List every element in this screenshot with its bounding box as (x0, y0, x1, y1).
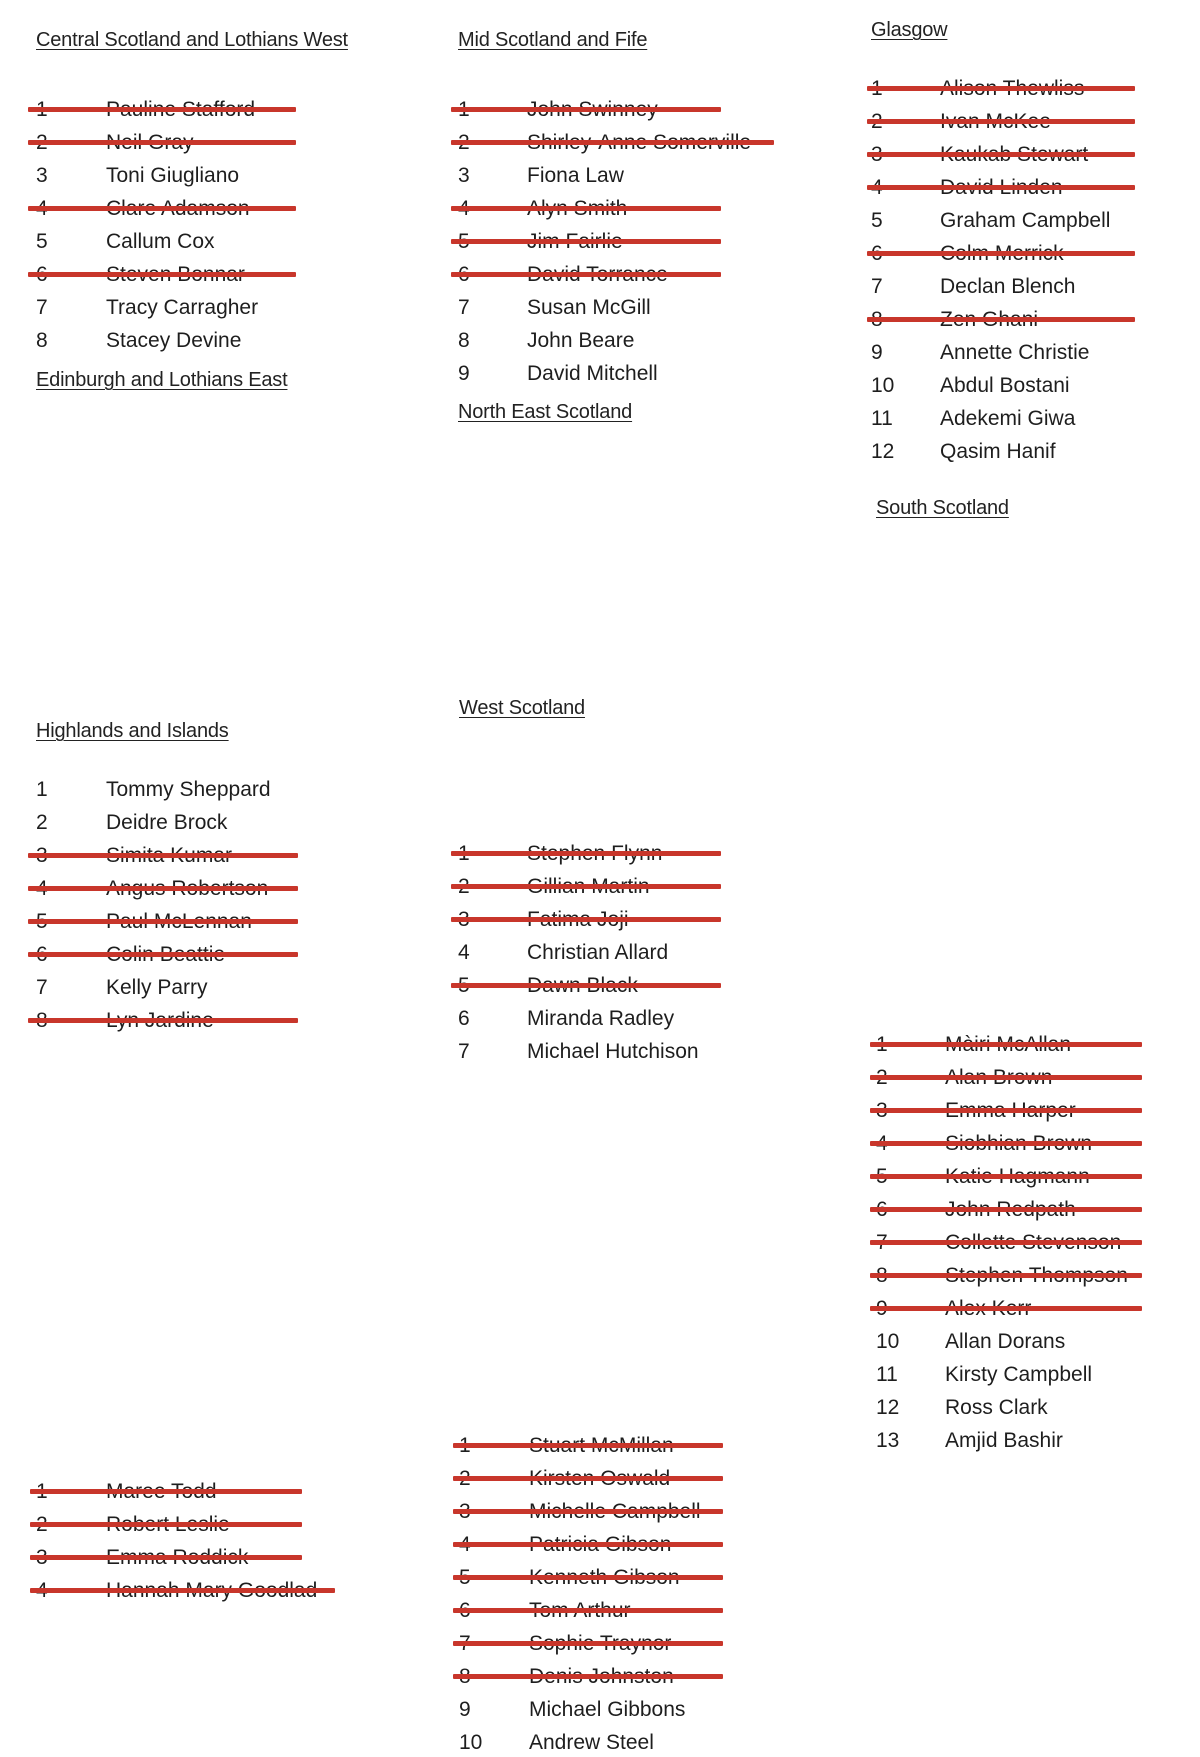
candidate-name: Michael Hutchison (527, 1040, 699, 1063)
strikethrough-mark (30, 1555, 302, 1560)
candidate-number: 10 (871, 374, 895, 397)
candidate-name: Susan McGill (527, 296, 651, 319)
region-title: Highlands and Islands (36, 720, 229, 742)
strikethrough-mark (870, 1240, 1142, 1245)
strikethrough-mark (867, 185, 1135, 190)
strikethrough-mark (451, 107, 721, 112)
region-title: North East Scotland (458, 401, 633, 423)
candidate-number: 5 (36, 230, 48, 253)
candidate-name: Qasim Hanif (940, 440, 1056, 463)
candidate-name: Stacey Devine (106, 329, 242, 352)
candidate-number: 13 (876, 1429, 900, 1452)
candidate-number: 4 (458, 941, 470, 964)
candidate-name: Miranda Radley (527, 1007, 675, 1030)
candidate-name: Tommy Sheppard (106, 778, 271, 801)
region-title: South Scotland (876, 497, 1009, 519)
candidate-number: 9 (458, 362, 470, 385)
candidate-number: 10 (876, 1330, 900, 1353)
strikethrough-mark (28, 206, 296, 211)
strikethrough-mark (28, 272, 296, 277)
strikethrough-mark (870, 1141, 1142, 1146)
candidate-number: 11 (876, 1363, 898, 1386)
strikethrough-mark (451, 239, 721, 244)
strikethrough-mark (870, 1207, 1142, 1212)
strikethrough-mark (451, 272, 721, 277)
region-title: West Scotland (459, 697, 585, 719)
strikethrough-mark (30, 1588, 335, 1593)
strikethrough-mark (453, 1509, 723, 1514)
candidate-name: Graham Campbell (940, 209, 1111, 232)
candidate-name: Christian Allard (527, 941, 669, 964)
strikethrough-mark (451, 851, 721, 856)
candidate-name: Toni Giugliano (106, 164, 240, 187)
candidate-name: Andrew Steel (529, 1731, 654, 1754)
candidate-name: Deidre Brock (106, 811, 228, 834)
candidate-number: 5 (871, 209, 883, 232)
candidate-number: 12 (876, 1396, 900, 1419)
candidate-number: 9 (871, 341, 883, 364)
candidate-name: Michael Gibbons (529, 1698, 686, 1721)
candidate-name: Adekemi Giwa (940, 407, 1076, 430)
candidate-number: 12 (871, 440, 895, 463)
region-title: Glasgow (871, 19, 948, 41)
strikethrough-mark (28, 919, 298, 924)
strikethrough-mark (451, 206, 721, 211)
candidate-number: 7 (871, 275, 883, 298)
region-title: Mid Scotland and Fife (458, 29, 648, 51)
candidate-number: 9 (459, 1698, 471, 1721)
strikethrough-mark (451, 917, 721, 922)
strikethrough-mark (28, 1018, 298, 1023)
strikethrough-mark (453, 1476, 723, 1481)
strikethrough-mark (28, 107, 296, 112)
candidate-name: Allan Dorans (945, 1330, 1066, 1353)
candidate-number: 2 (36, 811, 48, 834)
strikethrough-mark (453, 1608, 723, 1613)
candidate-name: Amjid Bashir (945, 1429, 1063, 1452)
candidate-number: 7 (36, 976, 48, 999)
strikethrough-mark (30, 1489, 302, 1494)
candidate-name: Kelly Parry (106, 976, 208, 999)
strikethrough-mark (870, 1042, 1142, 1047)
strikethrough-mark (451, 983, 721, 988)
strikethrough-mark (30, 1522, 302, 1527)
strikethrough-mark (453, 1542, 723, 1547)
strikethrough-mark (867, 152, 1135, 157)
candidate-name: Fiona Law (527, 164, 624, 187)
strikethrough-mark (453, 1641, 723, 1646)
strikethrough-mark (870, 1174, 1142, 1179)
strikethrough-mark (867, 86, 1135, 91)
strikethrough-mark (28, 952, 298, 957)
strikethrough-mark (453, 1674, 723, 1679)
strikethrough-mark (28, 140, 296, 145)
candidate-number: 3 (36, 164, 48, 187)
candidate-name: Ross Clark (945, 1396, 1048, 1419)
strikethrough-mark (870, 1075, 1142, 1080)
strikethrough-mark (451, 140, 774, 145)
strikethrough-mark (28, 886, 298, 891)
candidate-name: John Beare (527, 329, 635, 352)
candidate-name: Callum Cox (106, 230, 215, 253)
candidate-name: Tracy Carragher (106, 296, 259, 319)
candidate-name: Kirsty Campbell (945, 1363, 1093, 1386)
candidate-name: David Mitchell (527, 362, 658, 385)
candidate-number: 3 (458, 164, 470, 187)
candidate-number: 11 (871, 407, 893, 430)
strikethrough-mark (867, 119, 1135, 124)
strikethrough-mark (28, 853, 298, 858)
candidate-name: Declan Blench (940, 275, 1076, 298)
candidate-number: 8 (458, 329, 470, 352)
strikethrough-mark (451, 884, 721, 889)
strikethrough-mark (453, 1443, 723, 1448)
candidate-number: 1 (36, 778, 48, 801)
candidate-number: 10 (459, 1731, 483, 1754)
strikethrough-mark (867, 251, 1135, 256)
strikethrough-mark (870, 1273, 1142, 1278)
region-title: Central Scotland and Lothians West (36, 29, 348, 51)
candidate-number: 8 (36, 329, 48, 352)
strikethrough-mark (870, 1108, 1142, 1113)
candidate-number: 7 (458, 1040, 470, 1063)
candidate-name: Abdul Bostani (940, 374, 1070, 397)
candidate-number: 6 (458, 1007, 470, 1030)
strikethrough-mark (867, 317, 1135, 322)
region-title: Edinburgh and Lothians East (36, 369, 288, 391)
strikethrough-mark (870, 1306, 1142, 1311)
candidate-number: 7 (458, 296, 470, 319)
candidate-name: Annette Christie (940, 341, 1090, 364)
strikethrough-mark (453, 1575, 723, 1580)
candidate-number: 7 (36, 296, 48, 319)
